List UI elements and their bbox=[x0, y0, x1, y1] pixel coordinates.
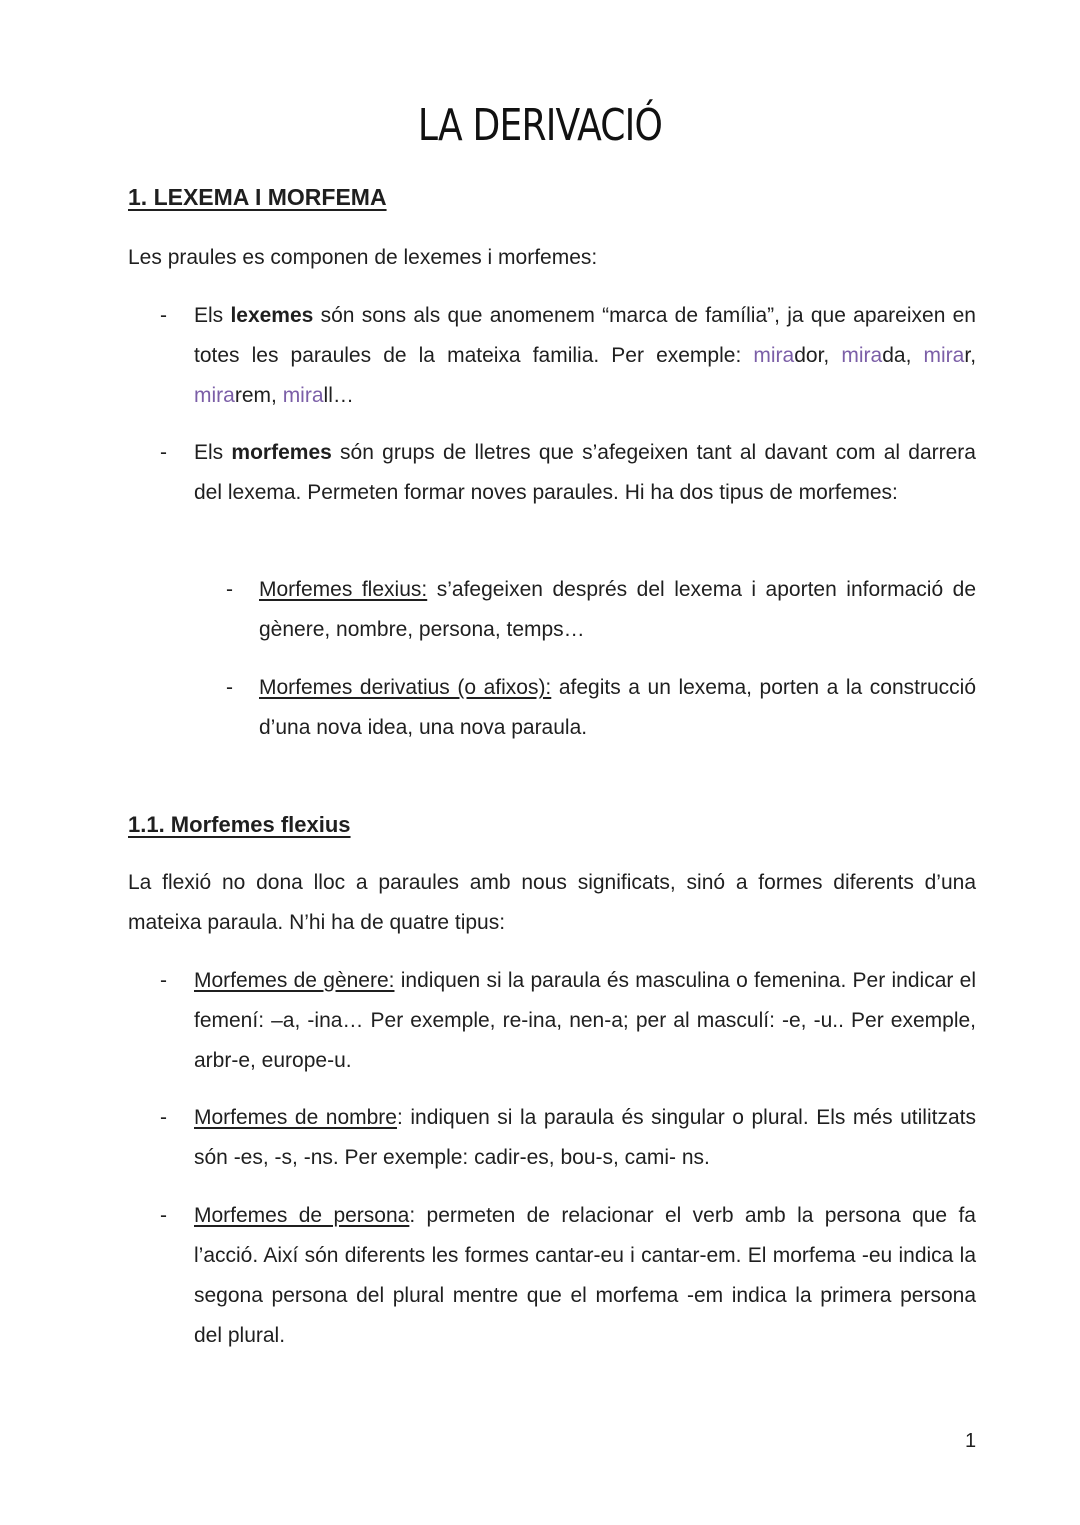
item-text: afegits a un lexema, porten a la construcció d’una nova idea, una nova paraula. bbox=[259, 676, 976, 739]
example-suffix: r bbox=[964, 344, 971, 367]
section11-intro: La flexió no dona lloc a paraules amb nous significats, sinó a formes diferents d’una mateixa paraula. N’hi ha de quatre tipus: bbox=[128, 871, 976, 934]
list-item-genere bbox=[194, 961, 976, 1081]
term-morfemes-nombre: Morfemes de nombre bbox=[194, 1106, 397, 1129]
item-text: s’afegeixen després del lexema i aporten informació de gènere, nombre, persona, temps… bbox=[259, 578, 977, 641]
page-number: 1 bbox=[965, 1430, 977, 1452]
example-lexeme: mira bbox=[923, 344, 965, 367]
term-morfemes-derivatius: Morfemes derivatius (o afixos): bbox=[259, 676, 552, 699]
item-text: són sons als que anomenem “marca de família”, ja que apareixen en totes les paraules de la mateixa familia. Per exemple: bbox=[194, 304, 976, 367]
example-separator: , bbox=[970, 344, 977, 367]
list-dash: - bbox=[226, 578, 233, 601]
list-dash: - bbox=[160, 1106, 167, 1129]
list-item-nombre bbox=[194, 1098, 976, 1178]
list-dash: - bbox=[226, 676, 233, 699]
example-suffix: ll… bbox=[323, 384, 354, 407]
list-item-morfemes bbox=[194, 433, 976, 513]
example-suffix: da bbox=[882, 344, 906, 367]
item-prefix: Els bbox=[194, 304, 231, 327]
example-lexeme: mira bbox=[841, 344, 883, 367]
section-heading-lexema-morfema: 1. LEXEMA I MORFEMA bbox=[128, 184, 387, 210]
item-text: són grups de lletres que s’afegeixen tant al davant com al darrera del lexema. Permeten formar noves paraules. Hi ha dos tipus de morfemes: bbox=[194, 441, 976, 504]
section1-intro: Les praules es componen de lexemes i morfemes: bbox=[128, 246, 598, 269]
list-item-lexemes bbox=[194, 296, 976, 416]
term-lexemes: lexemes bbox=[230, 304, 314, 327]
list-dash: - bbox=[160, 969, 167, 992]
example-suffix: rem bbox=[234, 384, 272, 407]
item-text: : indiquen si la paraula és singular o plural. Els més utilitzats són -es, -s, -ns. Per exemple: cadir-es, bou-s, cami- ns. bbox=[194, 1106, 976, 1169]
example-separator: , bbox=[271, 384, 283, 407]
example-suffix: dor bbox=[794, 344, 824, 367]
item-text: : permeten de relacionar el verb amb la persona que fa l’acció. Així són diferents les formes cantar-eu i cantar-em. El morfema -eu indica la segona persona del plural mentre que el morfema -em indica la primera persona del plural. bbox=[194, 1204, 976, 1347]
term-morfemes-persona: Morfemes de persona bbox=[194, 1204, 410, 1227]
example-separator: , bbox=[905, 344, 924, 367]
item-text: indiquen si la paraula és masculina o femenina. Per indicar el femení: –a, -ina… Per exemple, re-ina, nen-a; per al masculí: -e, -u.. Per exemple, arbr-e, europe-u. bbox=[194, 969, 976, 1072]
example-lexeme: mira bbox=[282, 384, 324, 407]
sublist-item-flexius bbox=[259, 570, 976, 650]
item-prefix: Els bbox=[194, 441, 232, 464]
term-morfemes-flexius: Morfemes flexius: bbox=[259, 578, 428, 601]
term-morfemes: morfemes bbox=[231, 441, 332, 464]
list-item-persona bbox=[194, 1196, 976, 1356]
page-title: LA DERIVACIÓ bbox=[417, 100, 663, 151]
section-heading-morfemes-flexius: 1.1. Morfemes flexius bbox=[128, 812, 351, 837]
sublist-item-derivatius bbox=[259, 668, 976, 748]
list-dash: - bbox=[160, 304, 167, 327]
example-lexeme: mira bbox=[194, 384, 235, 407]
term-morfemes-genere: Morfemes de gènere: bbox=[194, 969, 395, 992]
example-separator: , bbox=[823, 344, 842, 367]
example-lexeme: mira bbox=[753, 344, 795, 367]
list-dash: - bbox=[160, 441, 167, 464]
list-dash: - bbox=[160, 1204, 167, 1227]
